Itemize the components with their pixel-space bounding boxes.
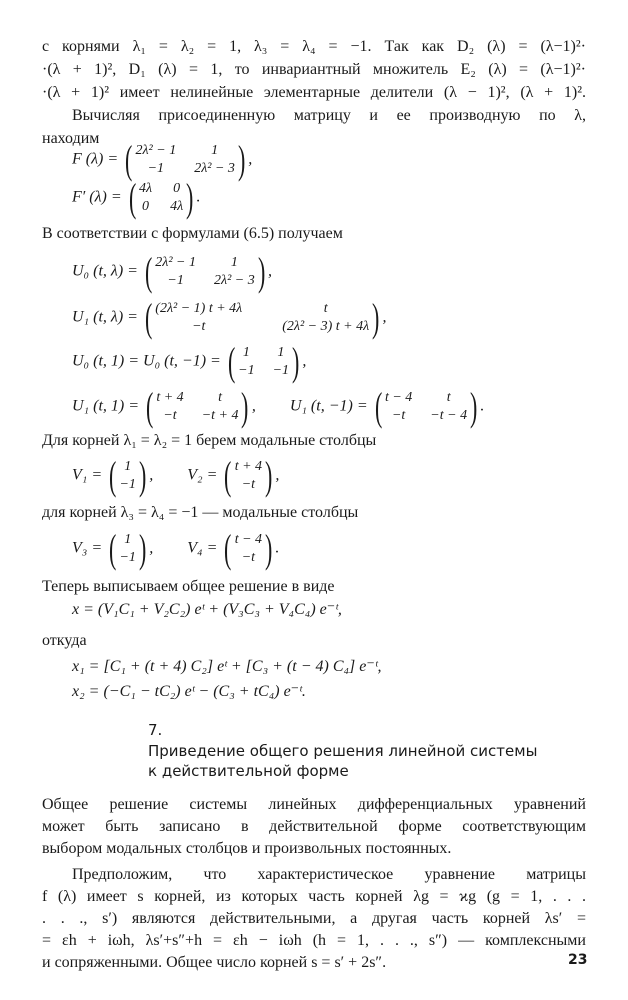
page-number: 23	[568, 952, 588, 968]
text-line: и сопряженными. Общее число корней s = s′ + 2s″.	[42, 954, 387, 971]
equation-lhs: U₁ (t, 1) =	[72, 397, 140, 415]
equation-x2: x₂ = (−C₁ − tC₂) eᵗ − (C₃ + tC₄) e⁻ᵗ.	[72, 683, 306, 700]
matrix-cell: −t	[163, 408, 177, 423]
vector-cell: −1	[119, 477, 136, 492]
vector-cell: 1	[124, 459, 132, 474]
column-vector: ( 1 −1 )	[109, 526, 147, 571]
matrix: ( t − 4 t −t −t − 4 )	[374, 384, 478, 429]
matrix-cell: t	[446, 390, 451, 405]
matrix: ( 2λ² − 1 1 −1 2λ² − 3 )	[125, 137, 246, 182]
section-title: к действительной форме	[148, 762, 349, 780]
matrix-cell: t	[218, 390, 223, 405]
matrix-cell: 2λ² − 1	[135, 143, 177, 158]
matrix-cell: −1	[167, 273, 184, 288]
matrix-cell: 1	[242, 345, 250, 360]
equation-F-prime	[72, 175, 201, 220]
matrix-cell: 2λ² − 3	[214, 273, 255, 288]
text-line: находим	[42, 130, 100, 147]
text-line: Теперь выписываем общее решение в виде	[42, 578, 335, 595]
text-line: для корней λ₃ = λ₄ = −1 — модальные столбцы	[42, 504, 359, 521]
punctuation: ,	[268, 262, 273, 280]
matrix-cell: t	[323, 301, 328, 316]
equation-lhs: U₁ (t, λ) =	[72, 308, 138, 326]
matrix-cell: −t	[391, 408, 406, 423]
section-title: Приведение общего решения линейной системы	[148, 742, 538, 760]
punctuation: ,	[302, 352, 307, 370]
punctuation: ,	[149, 466, 154, 484]
matrix-cell: −t	[192, 319, 206, 334]
text-line: Для корней λ₁ = λ₂ = 1 берем модальные столбцы	[42, 432, 377, 449]
column-vector: ( 1 −1 )	[109, 453, 147, 498]
column-vector: ( t − 4 −t )	[224, 526, 273, 571]
matrix-cell: −t − 4	[430, 408, 468, 423]
matrix: ( 2λ² − 1 1 −1 2λ² − 3 )	[144, 249, 266, 294]
equation-V1-V2	[72, 453, 280, 498]
text-line: Общее решение системы линейных дифференциальных уравнений	[42, 796, 586, 813]
equation-lhs: F (λ) =	[72, 150, 119, 168]
equation-lhs: U₀ (t, λ) =	[72, 262, 138, 280]
equation-lhs: V₃ =	[72, 539, 103, 557]
equation-general-solution: x = (V₁C₁ + V₂C₂) eᵗ + (V₃C₃ + V₄C₄) e⁻ᵗ,	[72, 601, 342, 618]
vector-cell: −t	[241, 477, 256, 492]
matrix-cell: −1	[272, 363, 290, 378]
punctuation: ,	[251, 397, 256, 415]
text-line: с корнями λ₁ = λ₂ = 1, λ₃ = λ₄ = −1. Так как D₂ (λ) = (λ−1)²·	[42, 38, 586, 55]
text-line: может быть записано в действительной форме соответствующим	[42, 818, 586, 835]
punctuation: ,	[149, 539, 154, 557]
section-number: 7.	[148, 721, 163, 739]
matrix: ( t + 4 t −t −t + 4 )	[146, 384, 249, 429]
equation-lhs: V₁ =	[72, 466, 103, 484]
text-line: ·(λ + 1)², D₁ (λ) = 1, то инвариантный множитель E₂ (λ) = (λ−1)²·	[42, 61, 586, 78]
vector-cell: 1	[124, 532, 132, 547]
equation-U0-substituted	[72, 339, 307, 384]
text-line: Предположим, что характеристическое уравнение матрицы	[72, 866, 586, 883]
equation-x1: x₁ = [C₁ + (t + 4) C₂] eᵗ + [C₃ + (t − 4) C₄] e⁻ᵗ,	[72, 658, 382, 675]
matrix-cell: 2λ² − 3	[194, 161, 235, 176]
equation-U0	[72, 249, 273, 294]
text-line: откуда	[42, 632, 87, 649]
text-line: В соответствии с формулами (6.5) получаем	[42, 225, 343, 242]
matrix-cell: t − 4	[384, 390, 413, 405]
equation-U1	[72, 295, 387, 340]
vector-cell: t − 4	[234, 532, 263, 547]
matrix-cell: 0	[173, 181, 181, 196]
equation-U1-substituted	[72, 384, 485, 429]
text-line: . . ., s′) являются действительными, а другая часть корней λs′ =	[42, 910, 586, 927]
vector-cell: t + 4	[234, 459, 263, 474]
vector-cell: −t	[241, 550, 256, 565]
text-line: выбором модальных столбцов и произвольных постоянных.	[42, 840, 452, 857]
matrix-cell: t + 4	[156, 390, 184, 405]
equation-V3-V4	[72, 526, 280, 571]
matrix: ( 1 1 −1 −1 )	[227, 339, 300, 384]
matrix-cell: 2λ² − 1	[155, 255, 196, 270]
text-line: Вычисляя присоединенную матрицу и ее производную по λ,	[72, 107, 586, 124]
punctuation: .	[196, 188, 201, 206]
column-vector: ( t + 4 −t )	[224, 453, 273, 498]
matrix-cell: (2λ² − 1) t + 4λ	[155, 301, 243, 316]
equation-lhs: V₂ =	[187, 466, 218, 484]
matrix: ( (2λ² − 1) t + 4λ t −t (2λ² − 3) t + 4λ )	[144, 295, 380, 340]
matrix: ( 4λ 0 0 4λ )	[128, 175, 194, 220]
punctuation: .	[275, 539, 280, 557]
vector-cell: −1	[119, 550, 136, 565]
matrix-cell: 4λ	[138, 181, 153, 196]
text-line: ·(λ + 1)² имеет нелинейные элементарные делители (λ − 1)², (λ + 1)².	[42, 84, 586, 101]
punctuation: .	[480, 397, 485, 415]
text-line: = εh + iωh, λs′+s″+h = εh − iωh (h = 1, . . ., s″) — комплексными	[42, 932, 586, 949]
punctuation: ,	[275, 466, 280, 484]
matrix-cell: 4λ	[170, 199, 184, 214]
text-line: f (λ) имеет s корней, из которых часть корней λg = ϰg (g = 1, . . .	[42, 888, 586, 905]
equation-lhs: U₀ (t, 1) = U₀ (t, −1) =	[72, 352, 221, 370]
punctuation: ,	[382, 308, 387, 326]
equation-lhs: V₄ =	[187, 539, 218, 557]
equation-F	[72, 137, 253, 182]
matrix-cell: −t + 4	[201, 408, 239, 423]
equation-lhs: U₁ (t, −1) =	[289, 397, 368, 415]
punctuation: ,	[248, 150, 253, 168]
matrix-cell: 1	[211, 143, 219, 158]
matrix-cell: 0	[142, 199, 150, 214]
matrix-cell: −1	[147, 161, 165, 176]
matrix-cell: 1	[277, 345, 285, 360]
matrix-cell: (2λ² − 3) t + 4λ	[282, 319, 370, 334]
matrix-cell: 1	[230, 255, 238, 270]
matrix-cell: −1	[238, 363, 255, 378]
equation-lhs: F′ (λ) =	[72, 188, 122, 206]
